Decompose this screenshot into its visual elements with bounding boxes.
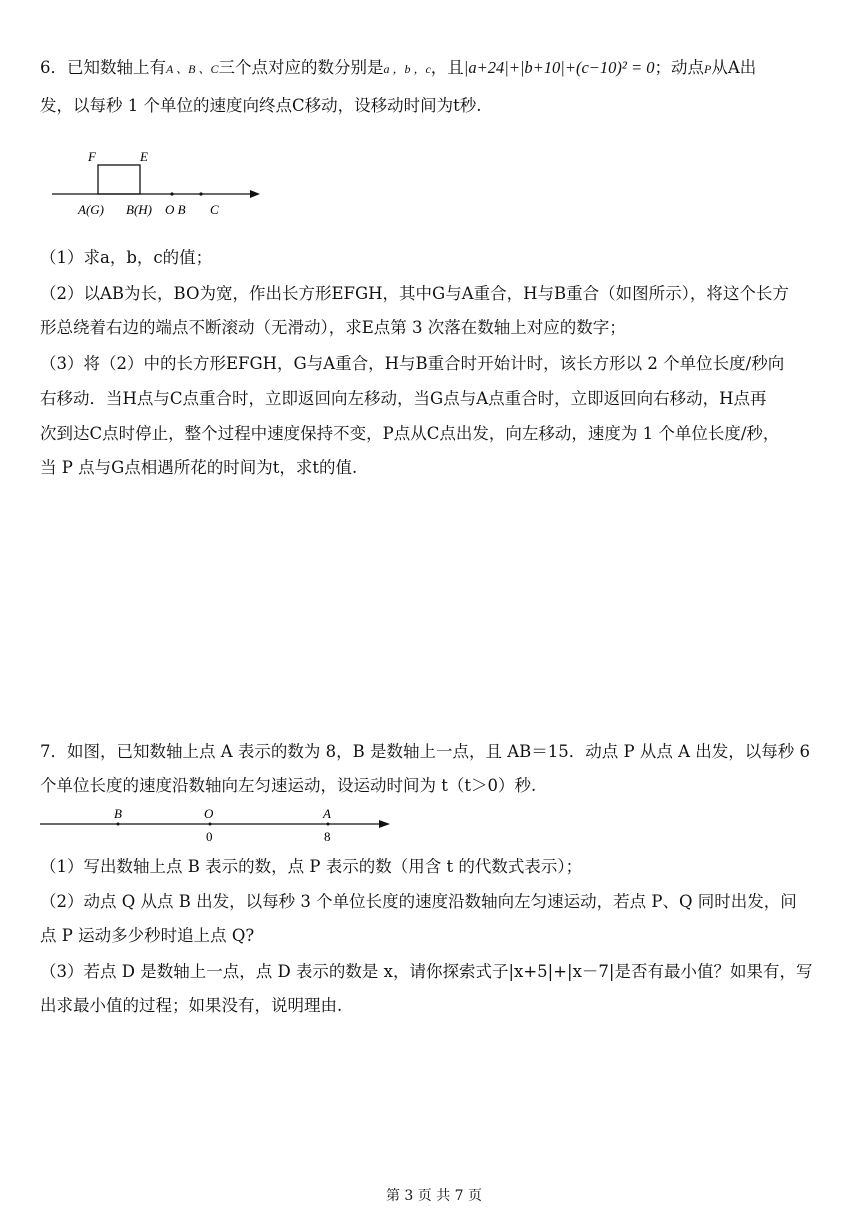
q7-point-a (327, 823, 330, 826)
q6-axis-arrow (250, 190, 260, 198)
q6-intro-e: 从A出 (711, 58, 757, 77)
q6-point-p: P (704, 62, 712, 76)
q6-intro-c: ，且 (430, 58, 464, 77)
q7-line-1: 7．如图，已知数轴上点 A 表示的数为 8，B 是数轴上一点，且 AB＝15．动点 P 从点 A 出发，以每秒 6 (40, 742, 811, 761)
q6-label-ag: A(G) (78, 202, 104, 217)
q7-part-1: （1）写出数轴上点 B 表示的数，点 P 表示的数（用含 t 的代数式表示）； (40, 857, 583, 876)
q6-number-line-diagram (48, 142, 268, 222)
q6-intro-d: ；动点 (654, 58, 704, 77)
q6-part-1: （1）求a，b，c的值； (40, 248, 213, 267)
q7-line-2: 个单位长度的速度沿数轴向左匀速运动，设运动时间为 t（t＞0）秒. (40, 776, 537, 795)
q6-vars: a ，b ，c (383, 62, 431, 76)
q7-axis-arrow (379, 820, 390, 828)
q7-tick-8: 8 (324, 829, 331, 844)
q6-label-ob: O B (165, 202, 186, 217)
q6-points: A 、B 、C (166, 62, 219, 76)
q7-part-3-line-1: （3）若点 D 是数轴上一点，点 D 表示的数是 x，请你探索式子|x+5|+|x－7|是否有最小值？如果有，写 (40, 962, 813, 981)
q6-label-f: F (88, 149, 96, 164)
q6-equation: |a+24|+|b+10|+(c−10)² = 0 (463, 58, 655, 77)
q6-part-2-line-2: 形总绕着右边的端点不断滚动（无滑动），求E点第 3 次落在数轴上对应的数字； (40, 318, 626, 337)
q7-part-3-line-2: 出求最小值的过程；如果没有，说明理由. (40, 996, 343, 1015)
q7-label-o: O (204, 806, 214, 821)
q7-part-2-line-1: （2）动点 Q 从点 B 出发，以每秒 3 个单位长度的速度沿数轴向左匀速运动，若点 P、Q 同时出发，问 (40, 892, 797, 911)
q6-point-c (199, 192, 202, 195)
q6-point-o (170, 192, 173, 195)
q6-intro-b: 三个点对应的数分别是 (218, 58, 384, 77)
q6-label-e: E (140, 149, 148, 164)
q6-part-3-line-4: 当 P 点与G点相遇所花的时间为t，求t的值. (40, 458, 358, 477)
q7-label-a: A (323, 806, 331, 821)
q7-point-b (117, 823, 120, 826)
q6-rectangle-efgh (98, 165, 140, 194)
q7-tick-0: 0 (206, 829, 213, 844)
q6-line-2: 发，以每秒 1 个单位的速度向终点C移动，设移动时间为t秒. (40, 96, 482, 115)
page-footer: 第 3 页 共 7 页 (385, 1188, 483, 1204)
q6-part-3-line-2: 右移动．当H点与C点重合时，立即返回向左移动，当G点与A点重合时，立即返回向右移动，H点再 (40, 389, 767, 408)
q6-intro: 6．已知数轴上有 (40, 58, 166, 77)
q6-line-1 (40, 56, 840, 81)
q7-number-line-diagram (38, 800, 398, 846)
q7-point-o (209, 823, 212, 826)
q7-label-b: B (114, 806, 122, 821)
q6-label-bh: B(H) (126, 202, 152, 217)
q6-part-3-line-3: 次到达C点时停止，整个过程中速度保持不变，P点从C点出发，向左移动，速度为 1 个单位长度/秒， (40, 424, 780, 443)
q7-part-2-line-2: 点 P 运动多少秒时追上点 Q? (40, 926, 255, 945)
q6-part-3-line-1: （3）将（2）中的长方形EFGH，G与A重合，H与B重合时开始计时，该长方形以 2 个单位长度/秒向 (40, 354, 785, 373)
q6-label-c: C (210, 202, 219, 217)
q6-part-2-line-1: （2）以AB为长，BO为宽，作出长方形EFGH，其中G与A重合，H与B重合（如图所示），将这个长方 (40, 284, 789, 303)
